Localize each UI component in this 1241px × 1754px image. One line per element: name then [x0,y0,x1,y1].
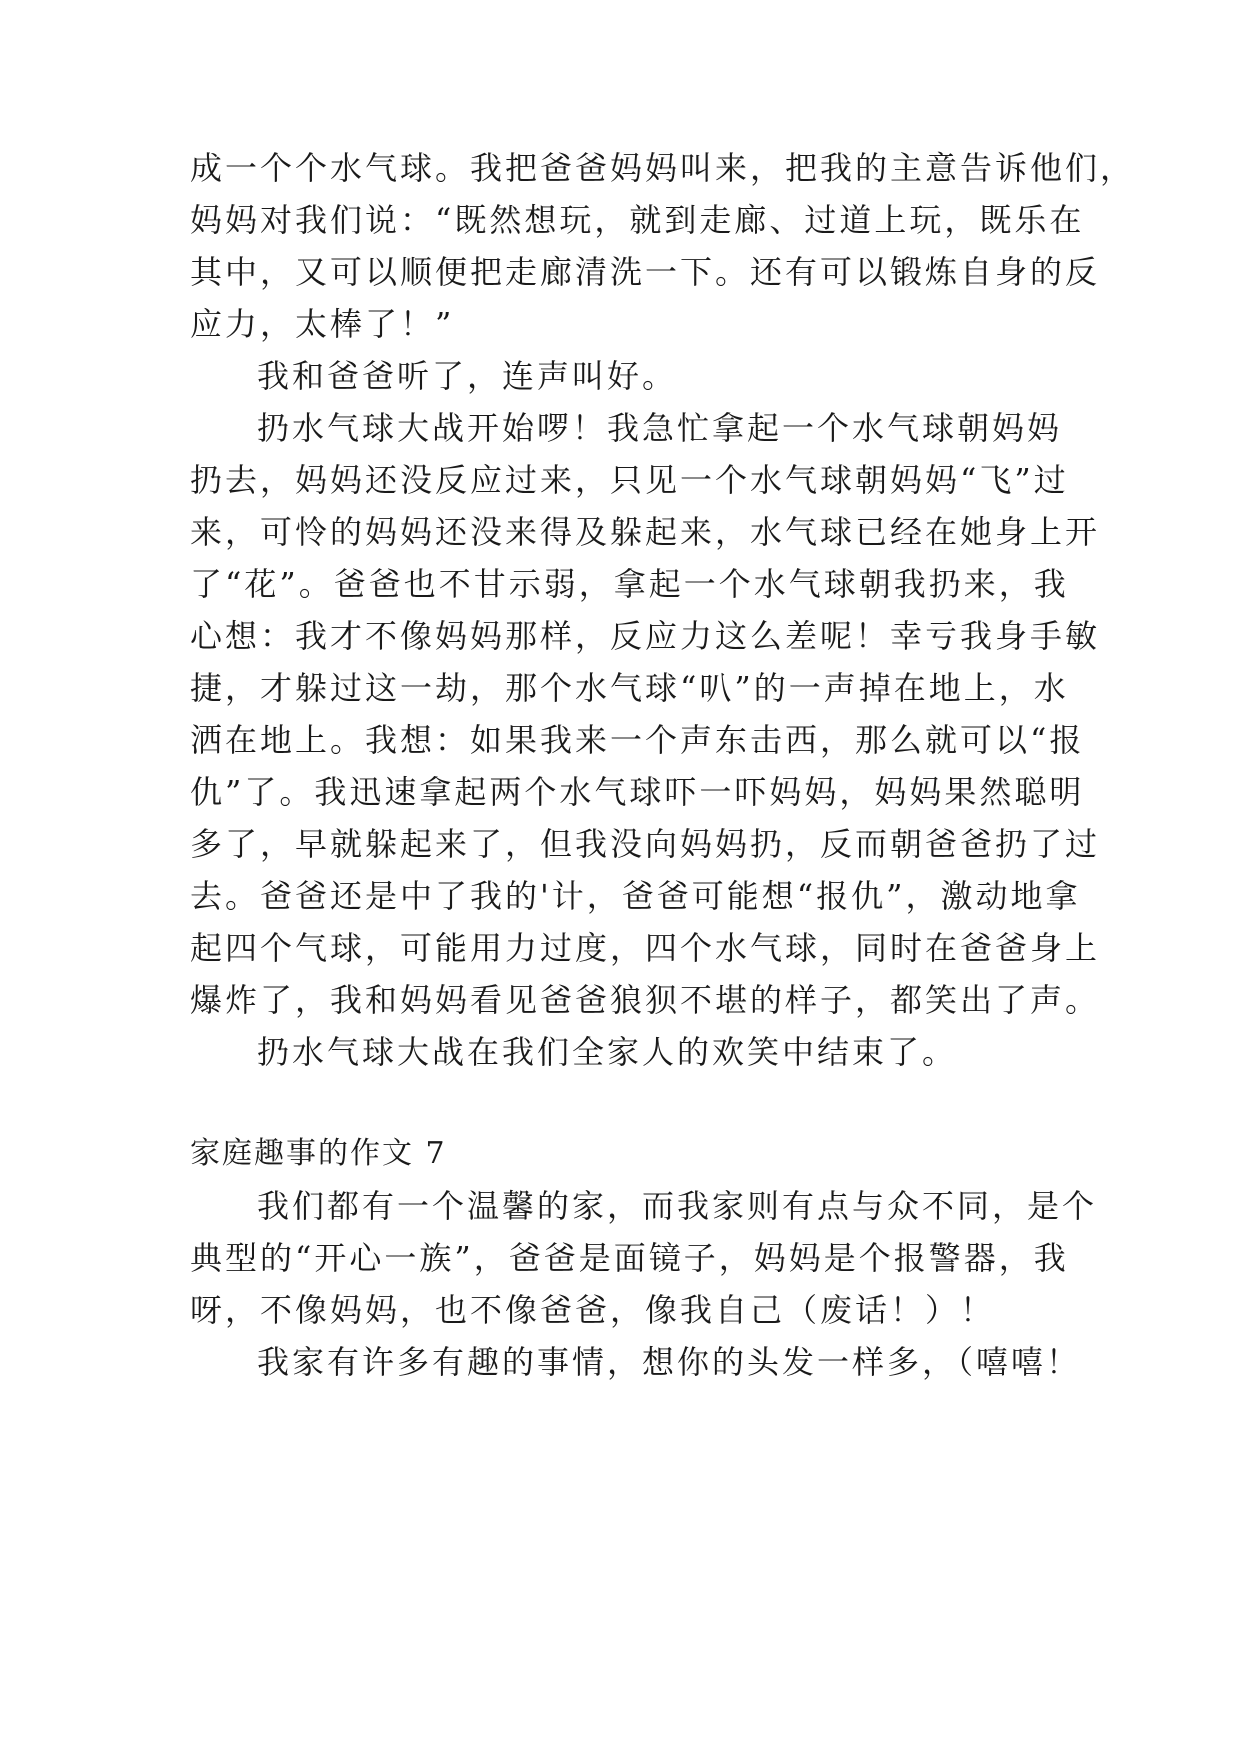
paragraph-line: 呀，不像妈妈，也不像爸爸，像我自己（废话！）！ [190,1291,996,1329]
paragraph-line: 多了，早就躲起来了，但我没向妈妈扔，反而朝爸爸扔了过 [190,825,1101,863]
paragraph-line: 应力，太棒了！” [190,305,455,343]
paragraph-line: 我和爸爸听了，连声叫好。 [257,357,678,395]
section-heading: 家庭趣事的作文 7 [190,1136,447,1171]
paragraph-line: 起四个气球，可能用力过度，四个水气球，同时在爸爸身上 [190,929,1101,967]
paragraph-line: 扔水气球大战在我们全家人的欢笑中结束了。 [257,1033,958,1071]
paragraph-line: 妈妈对我们说：“既然想玩，就到走廊、过道上玩，既乐在 [190,201,1085,239]
paragraph-line: 去。爸爸还是中了我的'计，爸爸可能想“报仇”，激动地拿 [190,877,1081,915]
paragraph-line: 成一个个水气球。我把爸爸妈妈叫来，把我的主意告诉他们， [190,149,1136,187]
paragraph-line: 捷，才躲过这一劫，那个水气球“叭”的一声掉在地上，水 [190,669,1069,707]
paragraph-line: 仇”了。我迅速拿起两个水气球吓一吓妈妈，妈妈果然聪明 [190,773,1085,811]
paragraph-line: 我家有许多有趣的事情，想你的头发一样多，（嘻嘻！ [257,1343,1082,1381]
paragraph-line: 其中，又可以顺便把走廊清洗一下。还有可以锻炼自身的反 [190,253,1101,291]
paragraph-line: 洒在地上。我想：如果我来一个声东击西，那么就可以“报 [190,721,1085,759]
paragraph-line: 我们都有一个温馨的家，而我家则有点与众不同，是个 [257,1187,1098,1225]
paragraph-line: 了“花”。爸爸也不甘示弱，拿起一个水气球朝我扔来，我 [190,565,1069,603]
paragraph-line: 心想：我才不像妈妈那样，反应力这么差呢！幸亏我身手敏 [190,617,1101,655]
paragraph-line: 扔去，妈妈还没反应过来，只见一个水气球朝妈妈“飞”过 [190,461,1069,499]
paragraph-line: 来，可怜的妈妈还没来得及躲起来，水气球已经在她身上开 [190,513,1101,551]
paragraph-line: 典型的“开心一族”，爸爸是面镜子，妈妈是个报警器，我 [190,1239,1069,1277]
paragraph-line: 扔水气球大战开始啰！我急忙拿起一个水气球朝妈妈 [257,409,1063,447]
paragraph-line: 爆炸了，我和妈妈看见爸爸狼狈不堪的样子，都笑出了声。 [190,981,1101,1019]
